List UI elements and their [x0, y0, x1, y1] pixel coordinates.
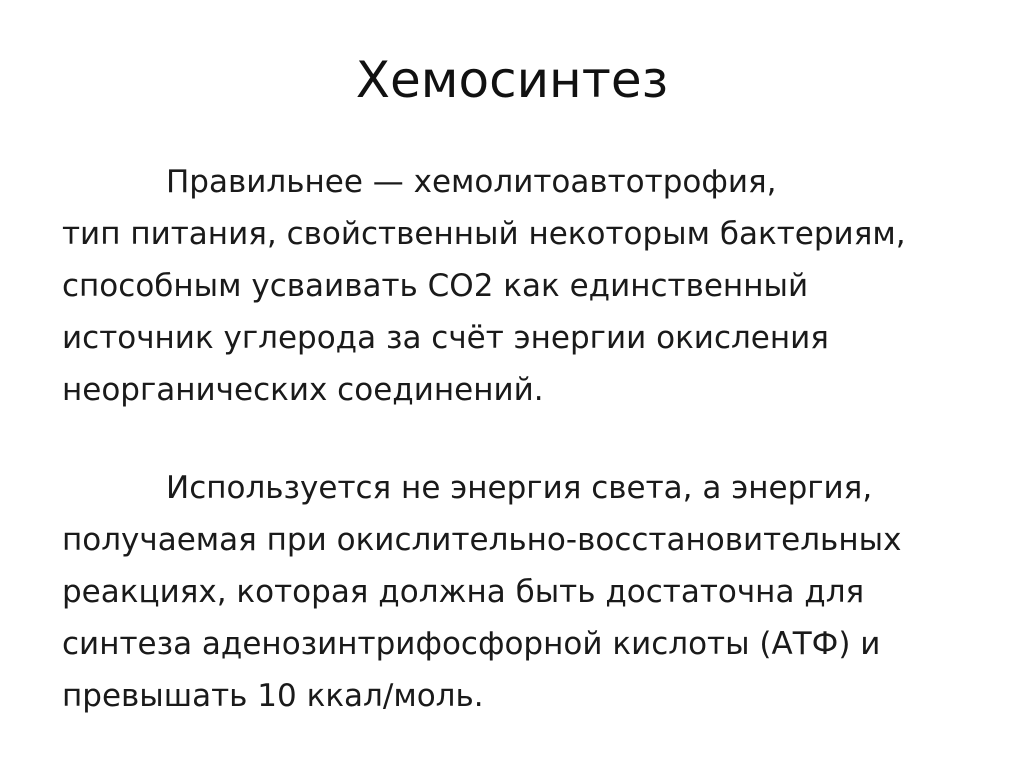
paragraph-1-line-2: способным усваивать CO2 как единственный	[62, 268, 809, 304]
paragraph-2-line-0: Используется не энергия света, а энергия,	[166, 470, 873, 506]
paragraph-1-line-4: неорганических соединений.	[62, 372, 544, 408]
paragraph-2-line-3: синтеза аденозинтрифосфорной кислоты (АТФ) и	[62, 626, 881, 662]
paragraph-2-line-1: получаемая при окислительно-восстановительных	[62, 522, 902, 558]
paragraph-1-line-3: источник углерода за счёт энергии окисления	[62, 320, 829, 356]
paragraph-1-body	[62, 208, 1002, 416]
paragraph-1-line-1: тип питания, свойственный некоторым бактериям,	[62, 216, 906, 252]
slide-title: Хемосинтез	[355, 51, 669, 109]
paragraph-2-line-2: реакциях, которая должна быть достаточна для	[62, 574, 865, 610]
paragraph-2	[62, 462, 1002, 722]
paragraph-1-intro	[62, 156, 1002, 208]
paragraph-1-line-0: Правильнее — хемолитоавтотрофия,	[166, 164, 777, 200]
paragraph-2-line-4: превышать 10 ккал/моль.	[62, 678, 484, 714]
